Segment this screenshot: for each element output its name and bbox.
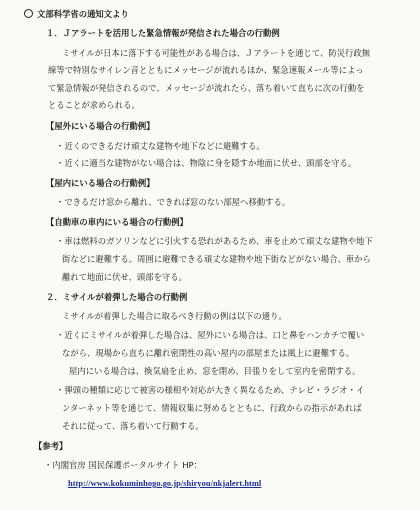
list-item: ・弾頭の種類に応じて被害の様相や対応が大きく異なるため、テレビ・ラジオ・イ — [56, 385, 365, 395]
paragraph-line: ミサイルが着弾した場合に取るべき行動の例は以下の通り。 — [62, 311, 287, 321]
list-item: ・できるだけ窓から離れ、できれば窓のない部屋へ移動する。 — [56, 197, 291, 207]
list-item: 街などに避難する。周囲に避難できる頑丈な建物や地下街などがない場合、車から — [62, 254, 371, 264]
notice-header: 文部科学省の通知文より — [24, 8, 129, 20]
list-item: ・近くにミサイルが着弾した場合は、屋外にいる場合は、口と鼻をハンカチで覆い — [56, 330, 365, 340]
reference-link[interactable] — [68, 477, 261, 490]
reference-url[interactable]: http://www.kokuminhogo.go.jp/shiryou/nkjalert.html — [68, 479, 262, 488]
list-item: ながら、現場から直ちに離れ密閉性の高い屋内の部屋または風上に避難する。 — [62, 348, 355, 358]
list-item: ンターネット等を通じて、情報収集に努めるとともに、行政からの指示があれば — [62, 403, 362, 413]
indoor-heading: 【屋内にいる場合の行動例】 — [46, 178, 155, 188]
list-item: それに従って、落ち着いて行動する。 — [62, 421, 204, 431]
list-item: ・近くに適当な建物がない場合は、物陰に身を隠すか地面に伏せ、頭部を守る。 — [56, 158, 357, 168]
paragraph-line: ミサイルが日本に落下する可能性がある場合は、Ｊアラートを通じて、防災行政無 — [62, 48, 371, 58]
reference-heading: 【参考】 — [34, 441, 68, 451]
section-1-title: １．Ｊアラートを活用した緊急情報が発信された場合の行動例 — [46, 28, 280, 38]
car-heading: 【自動車の車内にいる場合の行動例】 — [46, 217, 188, 227]
paragraph-line: 線等で特別なサイレン音とともにメッセージが流れるほか、緊急速報メール等によっ — [48, 65, 364, 75]
reference-item: ・内閣官房 国民保護ポータルサイト HP： — [44, 460, 203, 470]
list-item: 屋内にいる場合は、換気扇を止め、窓を閉め、目張りをして室内を密閉する。 — [69, 366, 361, 376]
outdoor-heading: 【屋外にいる場合の行動例】 — [46, 121, 155, 131]
section-2-title: ２．ミサイルが着弾した場合の行動例 — [46, 292, 188, 302]
list-item: ・車は燃料のガソリンなどに引火する恐れがあるため、車を止めて頑丈な建物や地下 — [56, 236, 373, 246]
circle-bullet-icon — [24, 9, 33, 18]
paragraph-line: とることが求められる。 — [48, 100, 140, 110]
paragraph-line: て緊急情報が発信されるので、メッセージが流れたら、落ち着いて直ちに次の行動を — [48, 83, 365, 93]
list-item: ・近くのできるだけ頑丈な建物や地下などに避難する。 — [56, 141, 265, 151]
list-item: 離れて地面に伏せ、頭部を守る。 — [62, 272, 187, 282]
